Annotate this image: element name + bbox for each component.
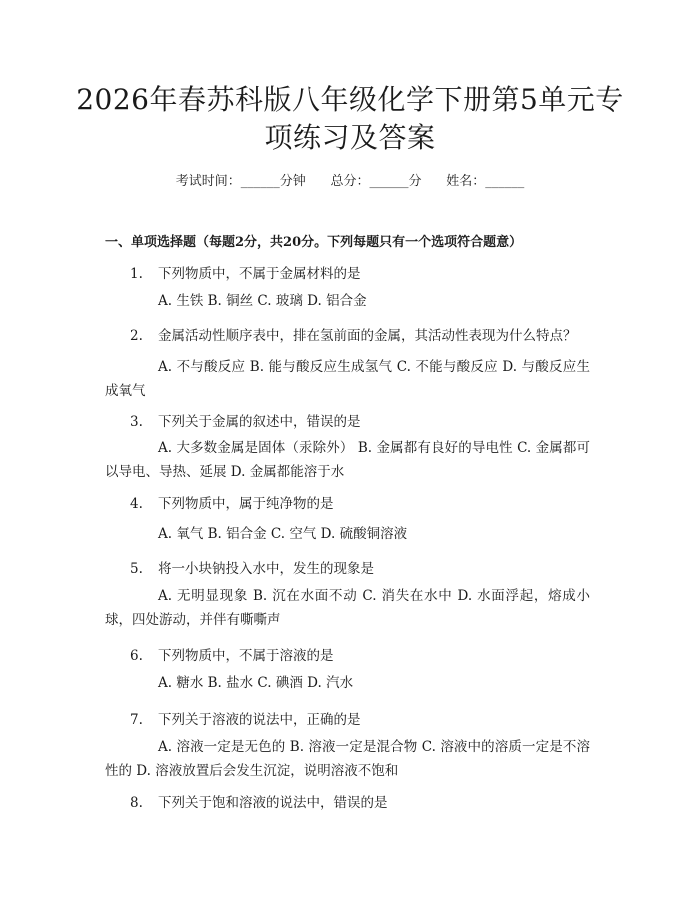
question-number: 5.: [130, 561, 143, 577]
question-2: [130, 324, 577, 344]
section-heading: 一、单项选择题（每题2分，共20分。下列每题只有一个选项符合题意）: [105, 235, 523, 250]
question-number: 2.: [130, 328, 143, 344]
exam-meta-line: 考试时间：______分钟 总分：______分 姓名：______: [175, 174, 525, 189]
question-4: [130, 492, 334, 512]
question-1: [130, 262, 361, 282]
question-number: 3.: [130, 414, 143, 430]
question-7-options: A. 溶液一定是无色的 B. 溶液一定是混合物 C. 溶液中的溶质一定是不溶性的 D. 溶液放置后会发生沉淀，说明溶液不饱和: [105, 739, 590, 779]
question-text: 下列物质中，不属于溶液的是: [158, 648, 334, 664]
question-2-options: A. 不与酸反应 B. 能与酸反应生成氢气 C. 不能与酸反应 D. 与酸反应生成氧气: [105, 359, 590, 399]
question-text: 金属活动性顺序表中，排在氢前面的金属，其活动性表现为什么特点？: [158, 328, 577, 344]
question-3: [130, 410, 361, 430]
question-6-options: A. 糖水 B. 盐水 C. 碘酒 D. 汽水: [158, 675, 354, 691]
question-3-options: A. 大多数金属是固体（汞除外） B. 金属都有良好的导电性 C. 金属都可以导电、导热、延展 D. 金属都能溶于水: [105, 440, 590, 480]
question-text: 下列关于溶液的说法中，正确的是: [158, 712, 361, 728]
question-5: [130, 557, 374, 577]
question-number: 4.: [130, 496, 143, 512]
question-4-options: A. 氧气 B. 铝合金 C. 空气 D. 硫酸铜溶液: [158, 526, 408, 542]
question-text: 下列关于饱和溶液的说法中，错误的是: [158, 795, 388, 811]
question-text: 下列物质中，不属于金属材料的是: [158, 266, 361, 282]
question-number: 6.: [130, 648, 143, 664]
question-5-options: A. 无明显现象 B. 沉在水面不动 C. 消失在水中 D. 水面浮起，熔成小球，四处游动，并伴有嘶嘶声: [105, 588, 590, 628]
document-title-line-2: 项练习及答案: [264, 121, 436, 154]
question-number: 8.: [130, 795, 143, 811]
question-text: 下列关于金属的叙述中，错误的是: [158, 414, 361, 430]
question-text: 下列物质中，属于纯净物的是: [158, 496, 334, 512]
question-6: [130, 644, 334, 664]
document-title-line-1: 2026年春苏科版八年级化学下册第5单元专: [76, 83, 624, 116]
question-7: [130, 708, 361, 728]
question-number: 7.: [130, 712, 143, 728]
question-8: [130, 791, 388, 811]
question-1-options: A. 生铁 B. 铜丝 C. 玻璃 D. 铝合金: [158, 293, 367, 309]
question-text: 将一小块钠投入水中，发生的现象是: [158, 561, 374, 577]
question-number: 1.: [130, 266, 143, 282]
